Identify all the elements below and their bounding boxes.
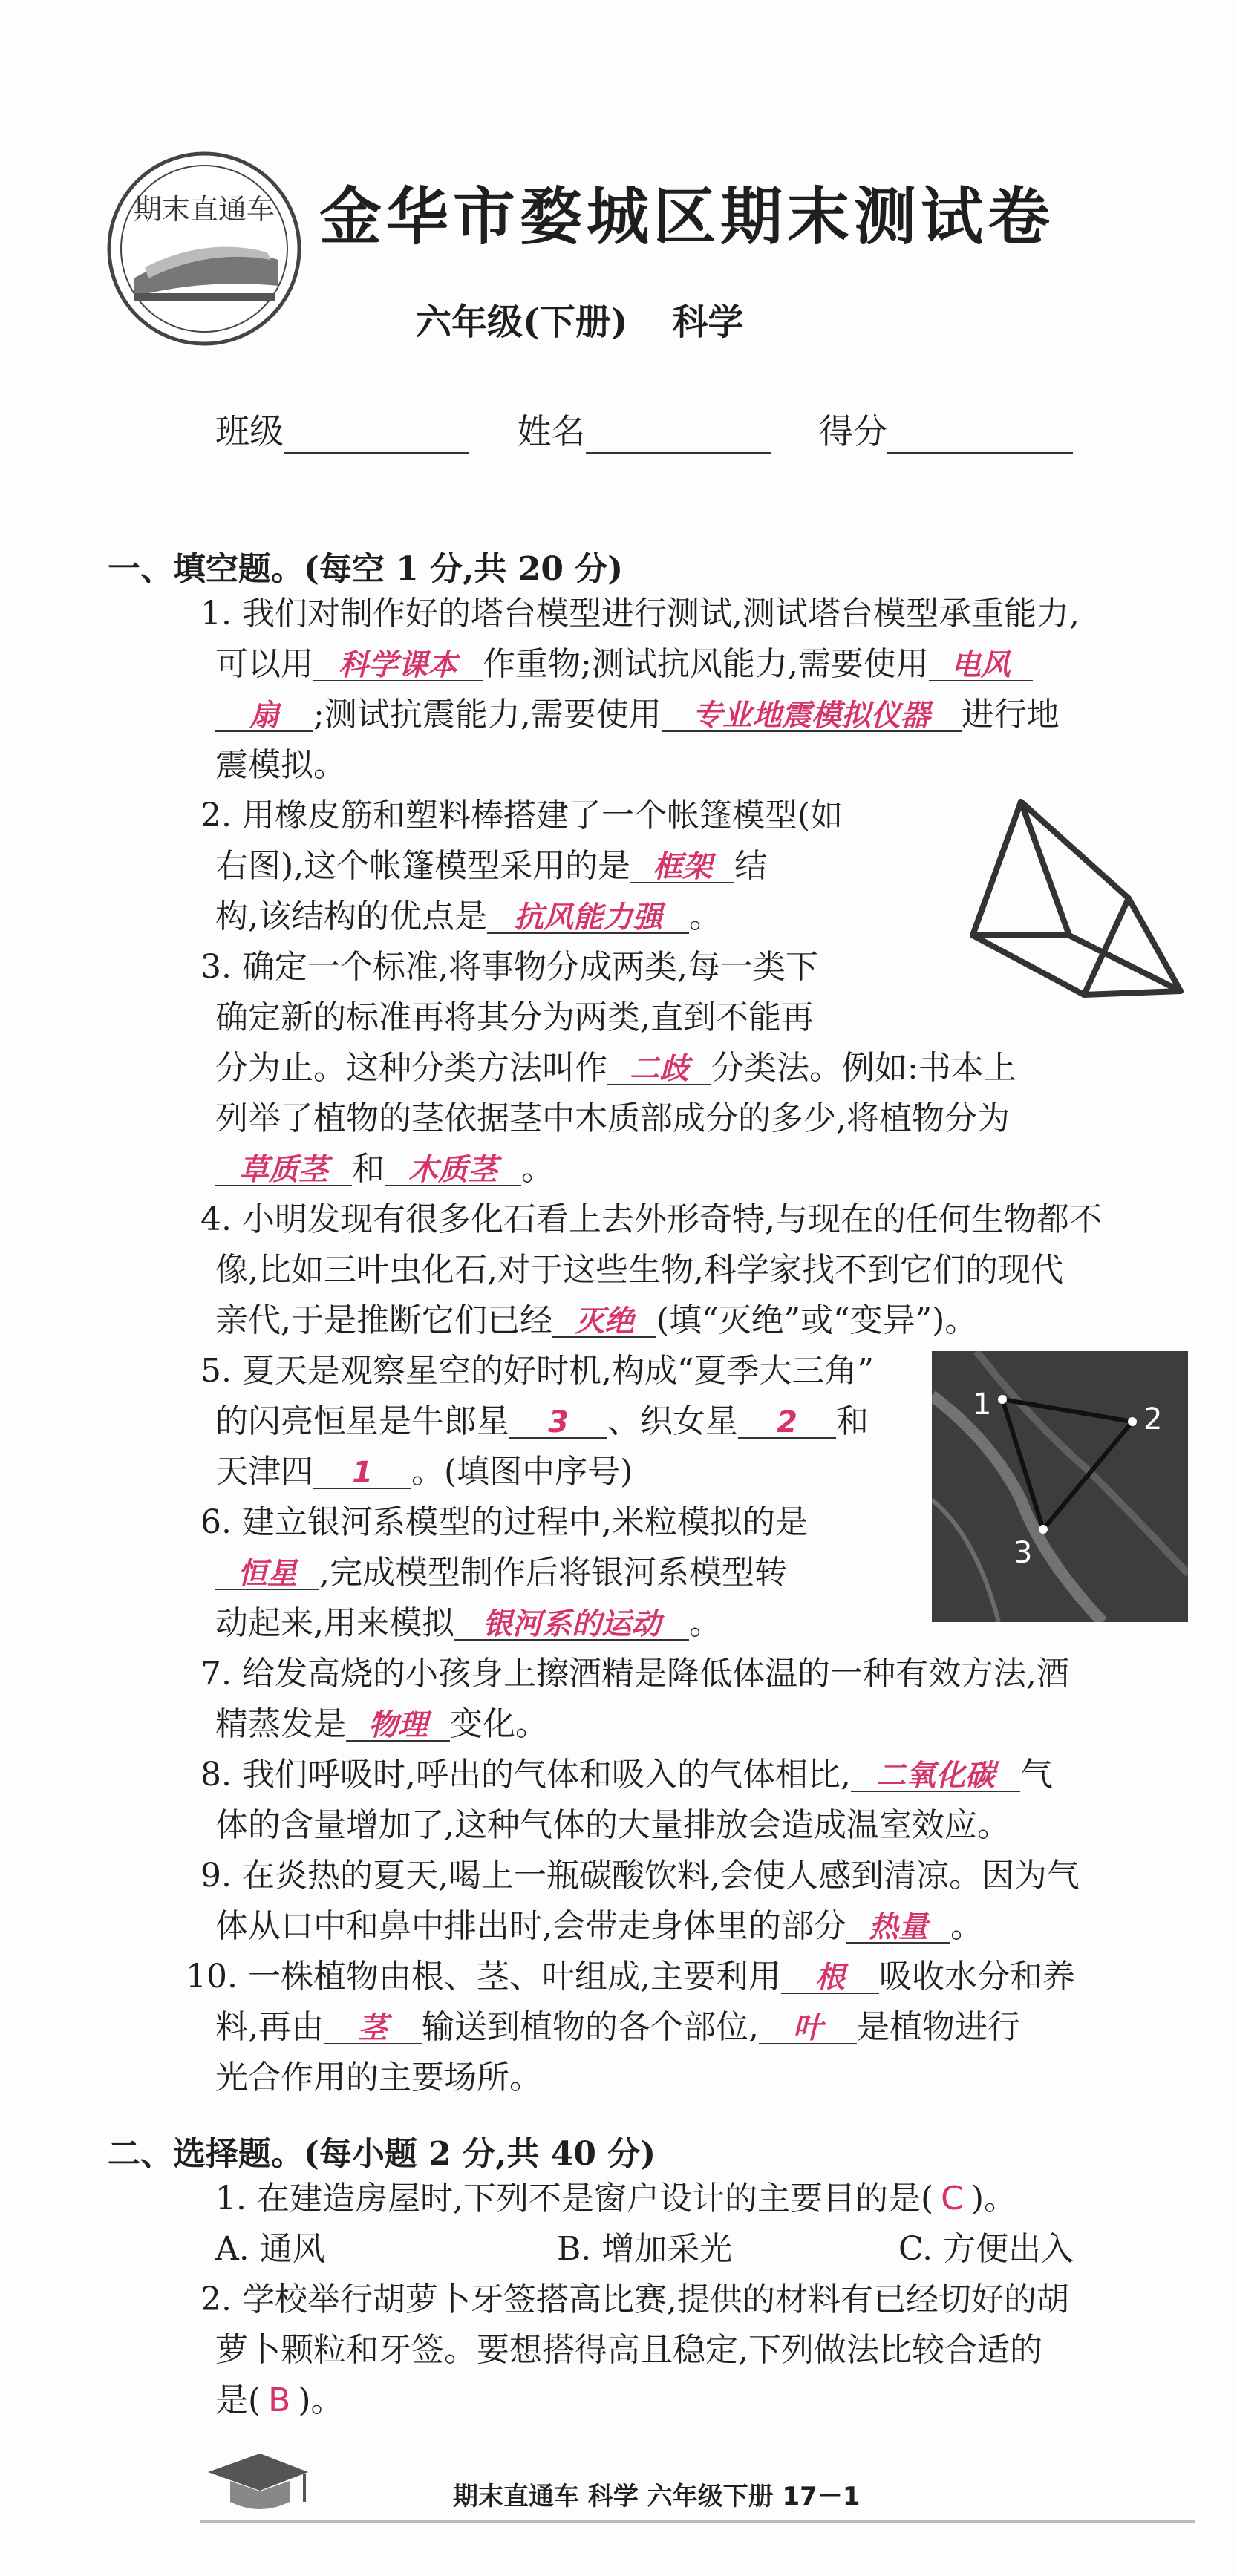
fill-in-line bbox=[215, 998, 814, 1036]
fill-in-line bbox=[200, 1756, 1053, 1794]
question-text: 6. 建立银河系模型的过程中,米粒模拟的是 bbox=[200, 1503, 808, 1541]
answer-blank[interactable]: 物理 bbox=[346, 1710, 450, 1742]
star-label-1: 1 bbox=[973, 1387, 992, 1422]
student-info-row bbox=[215, 405, 1110, 454]
fill-in-line bbox=[215, 696, 1060, 733]
fill-in-line bbox=[215, 847, 768, 885]
question-text: 、织女星 bbox=[607, 1402, 738, 1440]
fill-in-line bbox=[200, 1857, 1080, 1895]
fill-in-line bbox=[200, 1200, 1102, 1238]
q2-answer: B bbox=[268, 2382, 291, 2419]
question-text: 8. 我们呼吸时,呼出的气体和吸入的气体相比, bbox=[200, 1756, 851, 1794]
question-text: 分类法。例如:书本上 bbox=[711, 1049, 1016, 1087]
answer-blank[interactable]: 茎 bbox=[324, 2013, 422, 2044]
fill-in-line bbox=[200, 595, 1080, 632]
answer-blank[interactable]: 科学课本 bbox=[313, 650, 483, 681]
question-text: (填“灭绝”或“变异”)。 bbox=[656, 1301, 978, 1339]
question-text: 。 bbox=[950, 1907, 983, 1945]
question-text: 天津四 bbox=[215, 1453, 313, 1491]
answer-blank[interactable]: 二歧 bbox=[607, 1054, 711, 1085]
graduation-cap-icon bbox=[200, 2442, 312, 2524]
question-text: ;测试抗震能力,需要使用 bbox=[313, 696, 662, 733]
answer-blank[interactable]: 电风 bbox=[929, 650, 1033, 681]
answer-blank[interactable]: 草质茎 bbox=[215, 1155, 352, 1186]
question-text: 体从口中和鼻中排出时,会带走身体里的部分 bbox=[215, 1907, 846, 1945]
subtitle bbox=[416, 293, 743, 344]
fill-in-line bbox=[200, 1352, 874, 1390]
question-text: 10. 一株植物由根、茎、叶组成,主要利用 bbox=[186, 1958, 781, 1995]
fill-in-line bbox=[215, 1806, 1010, 1844]
fill-in-line bbox=[215, 1402, 869, 1440]
question-text: 作重物;测试抗风能力,需要使用 bbox=[483, 645, 929, 683]
answer-blank[interactable]: 框架 bbox=[630, 852, 734, 883]
question-text: 结 bbox=[734, 847, 768, 885]
fill-in-line bbox=[200, 948, 818, 986]
question-text: 震模拟。 bbox=[215, 746, 346, 784]
question-text: 可以用 bbox=[215, 645, 313, 683]
fill-in-line bbox=[215, 1705, 548, 1743]
answer-blank[interactable]: 1 bbox=[313, 1458, 411, 1489]
fill-in-line bbox=[215, 1099, 1010, 1137]
score-field[interactable] bbox=[887, 418, 1073, 454]
question-text: 构,该结构的优点是 bbox=[215, 898, 487, 935]
option-a[interactable]: A. 通风 bbox=[215, 2230, 325, 2268]
answer-blank[interactable]: 恒星 bbox=[215, 1559, 319, 1590]
question-text: 分为止。这种分类方法叫作 bbox=[215, 1049, 607, 1087]
answer-blank[interactable]: 灭绝 bbox=[552, 1307, 656, 1338]
fill-in-line bbox=[215, 1049, 1016, 1087]
question-text: 确定新的标准再将其分为两类,直到不能再 bbox=[215, 998, 814, 1036]
svg-text:期末直通车: 期末直通车 bbox=[133, 193, 275, 226]
fill-in-line bbox=[215, 1554, 787, 1592]
answer-blank[interactable]: 二氧化碳 bbox=[851, 1761, 1020, 1792]
question-text: 3. 确定一个标准,将事物分成两类,每一类下 bbox=[200, 948, 818, 986]
option-c[interactable]: C. 方便出入 bbox=[898, 2230, 1074, 2268]
question-text: 5. 夏天是观察星空的好时机,构成“夏季大三角” bbox=[200, 1352, 874, 1390]
question-text: 4. 小明发现有很多化石看上去外形奇特,与现在的任何生物都不 bbox=[200, 1200, 1102, 1238]
question-text: ,完成模型制作后将银河系模型转 bbox=[319, 1554, 787, 1592]
question-text: 右图),这个帐篷模型采用的是 bbox=[215, 847, 631, 885]
answer-blank[interactable]: 3 bbox=[509, 1408, 607, 1439]
question-text: 1. 我们对制作好的塔台模型进行测试,测试塔台模型承重能力, bbox=[200, 595, 1080, 632]
answer-blank[interactable]: 根 bbox=[781, 1963, 879, 1994]
fill-in-line bbox=[215, 1150, 554, 1188]
tent-model-figure bbox=[958, 787, 1203, 1010]
question-text: 动起来,用来模拟 bbox=[215, 1604, 454, 1642]
answer-blank[interactable]: 热量 bbox=[846, 1912, 950, 1944]
question-text: 。(填图中序号) bbox=[411, 1453, 633, 1491]
star-label-3: 3 bbox=[1014, 1536, 1033, 1570]
footer-divider bbox=[200, 2520, 1195, 2523]
fill-in-line bbox=[215, 1604, 722, 1642]
question-text: 2. 用橡皮筋和塑料棒搭建了一个帐篷模型(如 bbox=[200, 797, 843, 834]
summer-triangle-figure bbox=[932, 1351, 1188, 1622]
answer-blank[interactable]: 2 bbox=[738, 1408, 836, 1439]
question-text: 体的含量增加了,这种气体的大量排放会造成温室效应。 bbox=[215, 1806, 1010, 1844]
question-text: 亲代,于是推断它们已经 bbox=[215, 1301, 552, 1339]
question-text: 进行地 bbox=[961, 696, 1060, 733]
question-text: 。 bbox=[521, 1150, 554, 1188]
answer-blank[interactable]: 叶 bbox=[759, 2013, 857, 2044]
question-text: 是植物进行 bbox=[857, 2008, 1020, 2046]
name-field[interactable] bbox=[586, 418, 771, 454]
fill-in-line bbox=[215, 1453, 633, 1491]
class-label: 班级 bbox=[215, 411, 284, 451]
question-text: 料,再由 bbox=[215, 2008, 324, 2046]
answer-blank[interactable]: 木质茎 bbox=[385, 1155, 521, 1186]
fill-in-line bbox=[215, 645, 1033, 683]
choice-q2-line2: 萝卜颗粒和牙签。要想搭得高且稳定,下列做法比较合适的 bbox=[215, 2331, 1042, 2369]
question-text: 和 bbox=[352, 1150, 385, 1188]
choice-q2-line1: 2. 学校举行胡萝卜牙签搭高比赛,提供的材料有已经切好的胡 bbox=[200, 2281, 1069, 2318]
footer-text: 期末直通车 科学 六年级下册 17－1 bbox=[453, 2482, 861, 2511]
fill-in-line bbox=[200, 1655, 1069, 1693]
subject-label: 科学 bbox=[672, 301, 744, 343]
answer-blank[interactable]: 专业地震模拟仪器 bbox=[662, 701, 962, 732]
choice-q2-line3: 是( B )。 bbox=[215, 2382, 344, 2419]
question-text: 输送到植物的各个部位, bbox=[422, 2008, 759, 2046]
question-text: 9. 在炎热的夏天,喝上一瓶碳酸饮料,会使人感到清凉。因为气 bbox=[200, 1857, 1080, 1895]
option-b[interactable]: B. 增加采光 bbox=[557, 2230, 733, 2268]
question-text: 光合作用的主要场所。 bbox=[215, 2059, 542, 2096]
section-heading-choice: 二、选择题。(每小题 2 分,共 40 分) bbox=[108, 2135, 656, 2173]
answer-blank[interactable]: 扇 bbox=[215, 701, 313, 732]
question-text: 吸收水分和养 bbox=[878, 1958, 1075, 1995]
page-title: 金华市婺城区期末测试卷 bbox=[319, 180, 1055, 253]
fill-in-line bbox=[215, 1251, 1063, 1289]
fill-in-line bbox=[215, 746, 346, 784]
choice-q1-options bbox=[215, 2230, 1203, 2268]
question-text: 和 bbox=[836, 1402, 869, 1440]
section-heading-fill-in: 一、填空题。(每空 1 分,共 20 分) bbox=[108, 550, 624, 588]
score-label: 得分 bbox=[819, 411, 888, 451]
class-field[interactable] bbox=[284, 418, 469, 454]
choice-q1: 1. 在建造房屋时,下列不是窗户设计的主要目的是( C )。 bbox=[215, 2180, 1017, 2217]
fill-in-line bbox=[215, 900, 722, 934]
question-text: 像,比如三叶虫化石,对于这些生物,科学家找不到它们的现代 bbox=[215, 1251, 1063, 1289]
logo-seal bbox=[104, 148, 304, 349]
question-text: 。 bbox=[689, 898, 722, 935]
question-text: 气 bbox=[1019, 1756, 1053, 1794]
fill-in-line bbox=[215, 2008, 1020, 2046]
fill-in-line bbox=[186, 1958, 1075, 1995]
grade-label: 六年级(下册) bbox=[416, 301, 628, 343]
star-label-2: 2 bbox=[1143, 1402, 1163, 1436]
fill-in-line bbox=[200, 1503, 808, 1541]
name-label: 姓名 bbox=[517, 411, 586, 451]
answer-blank[interactable]: 抗风能力强 bbox=[487, 903, 689, 934]
answer-blank[interactable]: 银河系的运动 bbox=[454, 1609, 689, 1641]
question-text: 精蒸发是 bbox=[215, 1705, 346, 1743]
question-text: 变化。 bbox=[450, 1705, 548, 1743]
question-text: 7. 给发高烧的小孩身上擦酒精是降低体温的一种有效方法,酒 bbox=[200, 1655, 1069, 1693]
fill-in-line bbox=[215, 1301, 978, 1339]
question-text: 的闪亮恒星是牛郎星 bbox=[215, 1402, 509, 1440]
q1-answer: C bbox=[941, 2180, 964, 2217]
question-text: 列举了植物的茎依据茎中木质部成分的多少,将植物分为 bbox=[215, 1099, 1010, 1137]
fill-in-line bbox=[215, 1907, 983, 1945]
fill-in-line bbox=[215, 2059, 542, 2096]
fill-in-line bbox=[200, 797, 843, 834]
question-text: 。 bbox=[689, 1604, 722, 1642]
